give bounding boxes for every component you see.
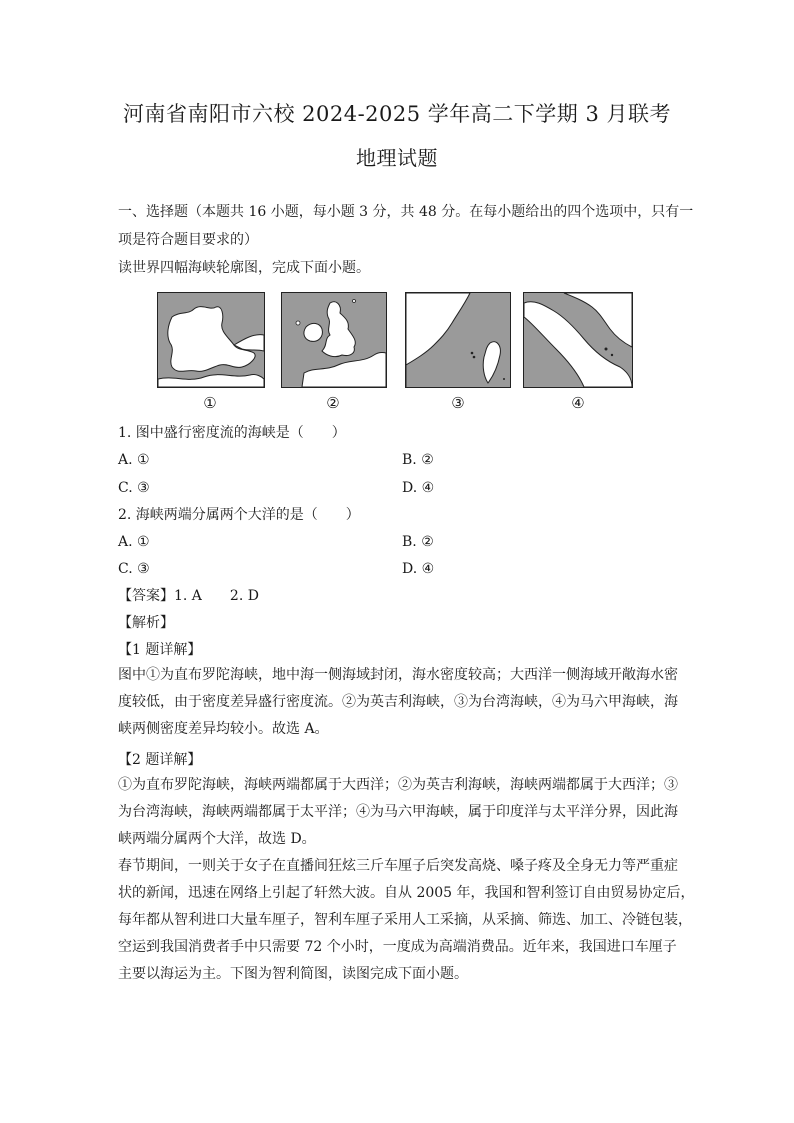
- question-1-option-c: C. ③: [118, 480, 150, 496]
- detail-1-line: 度较低，由于密度差异盛行密度流。②为英吉利海峡，③为台湾海峡，④为马六甲海峡，海: [118, 694, 678, 710]
- question-2-option-c: C. ③: [118, 561, 150, 577]
- question-1-option-b: B. ②: [402, 452, 434, 468]
- question-2-option-d: D. ④: [402, 561, 435, 577]
- page-title: 河南省南阳市六校 2024-2025 学年高二下学期 3 月联考: [122, 102, 672, 126]
- detail-2-line: 为台湾海峡，海峡两端都属于太平洋；④为马六甲海峡，属于印度洋与太平洋分界，因此海: [118, 804, 678, 820]
- passage-line: 主要以海运为主。下图为智利简图，读图完成下面小题。: [118, 966, 468, 982]
- detail-1-text: [118, 662, 688, 743]
- section-heading-line1: 一、选择题（本题共 16 小题，每小题 3 分，共 48 分。在每小题给出的四个选项中，只有一: [118, 204, 694, 220]
- strait-map-3: [405, 292, 511, 388]
- detail-1-line: 图中①为直布罗陀海峡，地中海一侧海域封闭，海水密度较高；大西洋一侧海域开敞海水密: [118, 667, 678, 683]
- strait-map-4: [523, 292, 633, 388]
- passage-text: [118, 853, 695, 988]
- strait-map-1: [157, 292, 265, 388]
- section-intro: 读世界四幅海峡轮廓图，完成下面小题。: [118, 260, 370, 276]
- detail-2-label: 【2 题详解】: [118, 752, 202, 768]
- detail-1-label: 【1 题详解】: [118, 642, 202, 658]
- page-subtitle: 地理试题: [356, 146, 438, 170]
- passage-line: 空运到我国消费者手中只需要 72 个小时，一度成为高端消费品。近年来，我国进口车厘子: [118, 939, 677, 955]
- question-2-option-a: A. ①: [118, 534, 150, 550]
- figure-caption-2: ②: [326, 394, 340, 412]
- detail-2-line: ①为直布罗陀海峡，海峡两端都属于大西洋；②为英吉利海峡，海峡两端都属于大西洋；③: [118, 777, 678, 793]
- figure-caption-1: ①: [203, 394, 217, 412]
- strait-map-2: [281, 292, 387, 388]
- detail-2-line: 峡两端分属两个大洋，故选 D。: [118, 831, 316, 847]
- figure-caption-4: ④: [571, 394, 585, 412]
- question-1-option-d: D. ④: [402, 480, 435, 496]
- analysis-label: 【解析】: [118, 615, 174, 631]
- detail-1-line: 峡两侧密度差异均较小。故选 A。: [118, 721, 329, 737]
- question-2-option-b: B. ②: [402, 534, 434, 550]
- question-2-stem: 2. 海峡两端分属两个大洋的是（ ）: [118, 507, 360, 523]
- passage-line: 每年都从智利进口大量车厘子，智利车厘子采用人工采摘，从采摘、筛选、加工、冷链包装，: [118, 912, 692, 928]
- passage-line: 状的新闻，迅速在网络上引起了轩然大波。自从 2005 年，我国和智利签订自由贸易协定后，: [118, 885, 695, 901]
- passage-line: 春节期间，一则关于女子在直播间狂炫三斤车厘子后突发高烧、嗓子疼及全身无力等严重症: [118, 858, 678, 874]
- question-1-option-a: A. ①: [118, 452, 150, 468]
- detail-2-text: [118, 772, 688, 853]
- question-1-stem: 1. 图中盛行密度流的海峡是（ ）: [118, 425, 346, 441]
- figure-caption-3: ③: [451, 394, 465, 412]
- answer-label: 【答案】1. A 2. D: [118, 588, 259, 604]
- section-heading-line2: 项是符合题目要求的）: [118, 232, 258, 248]
